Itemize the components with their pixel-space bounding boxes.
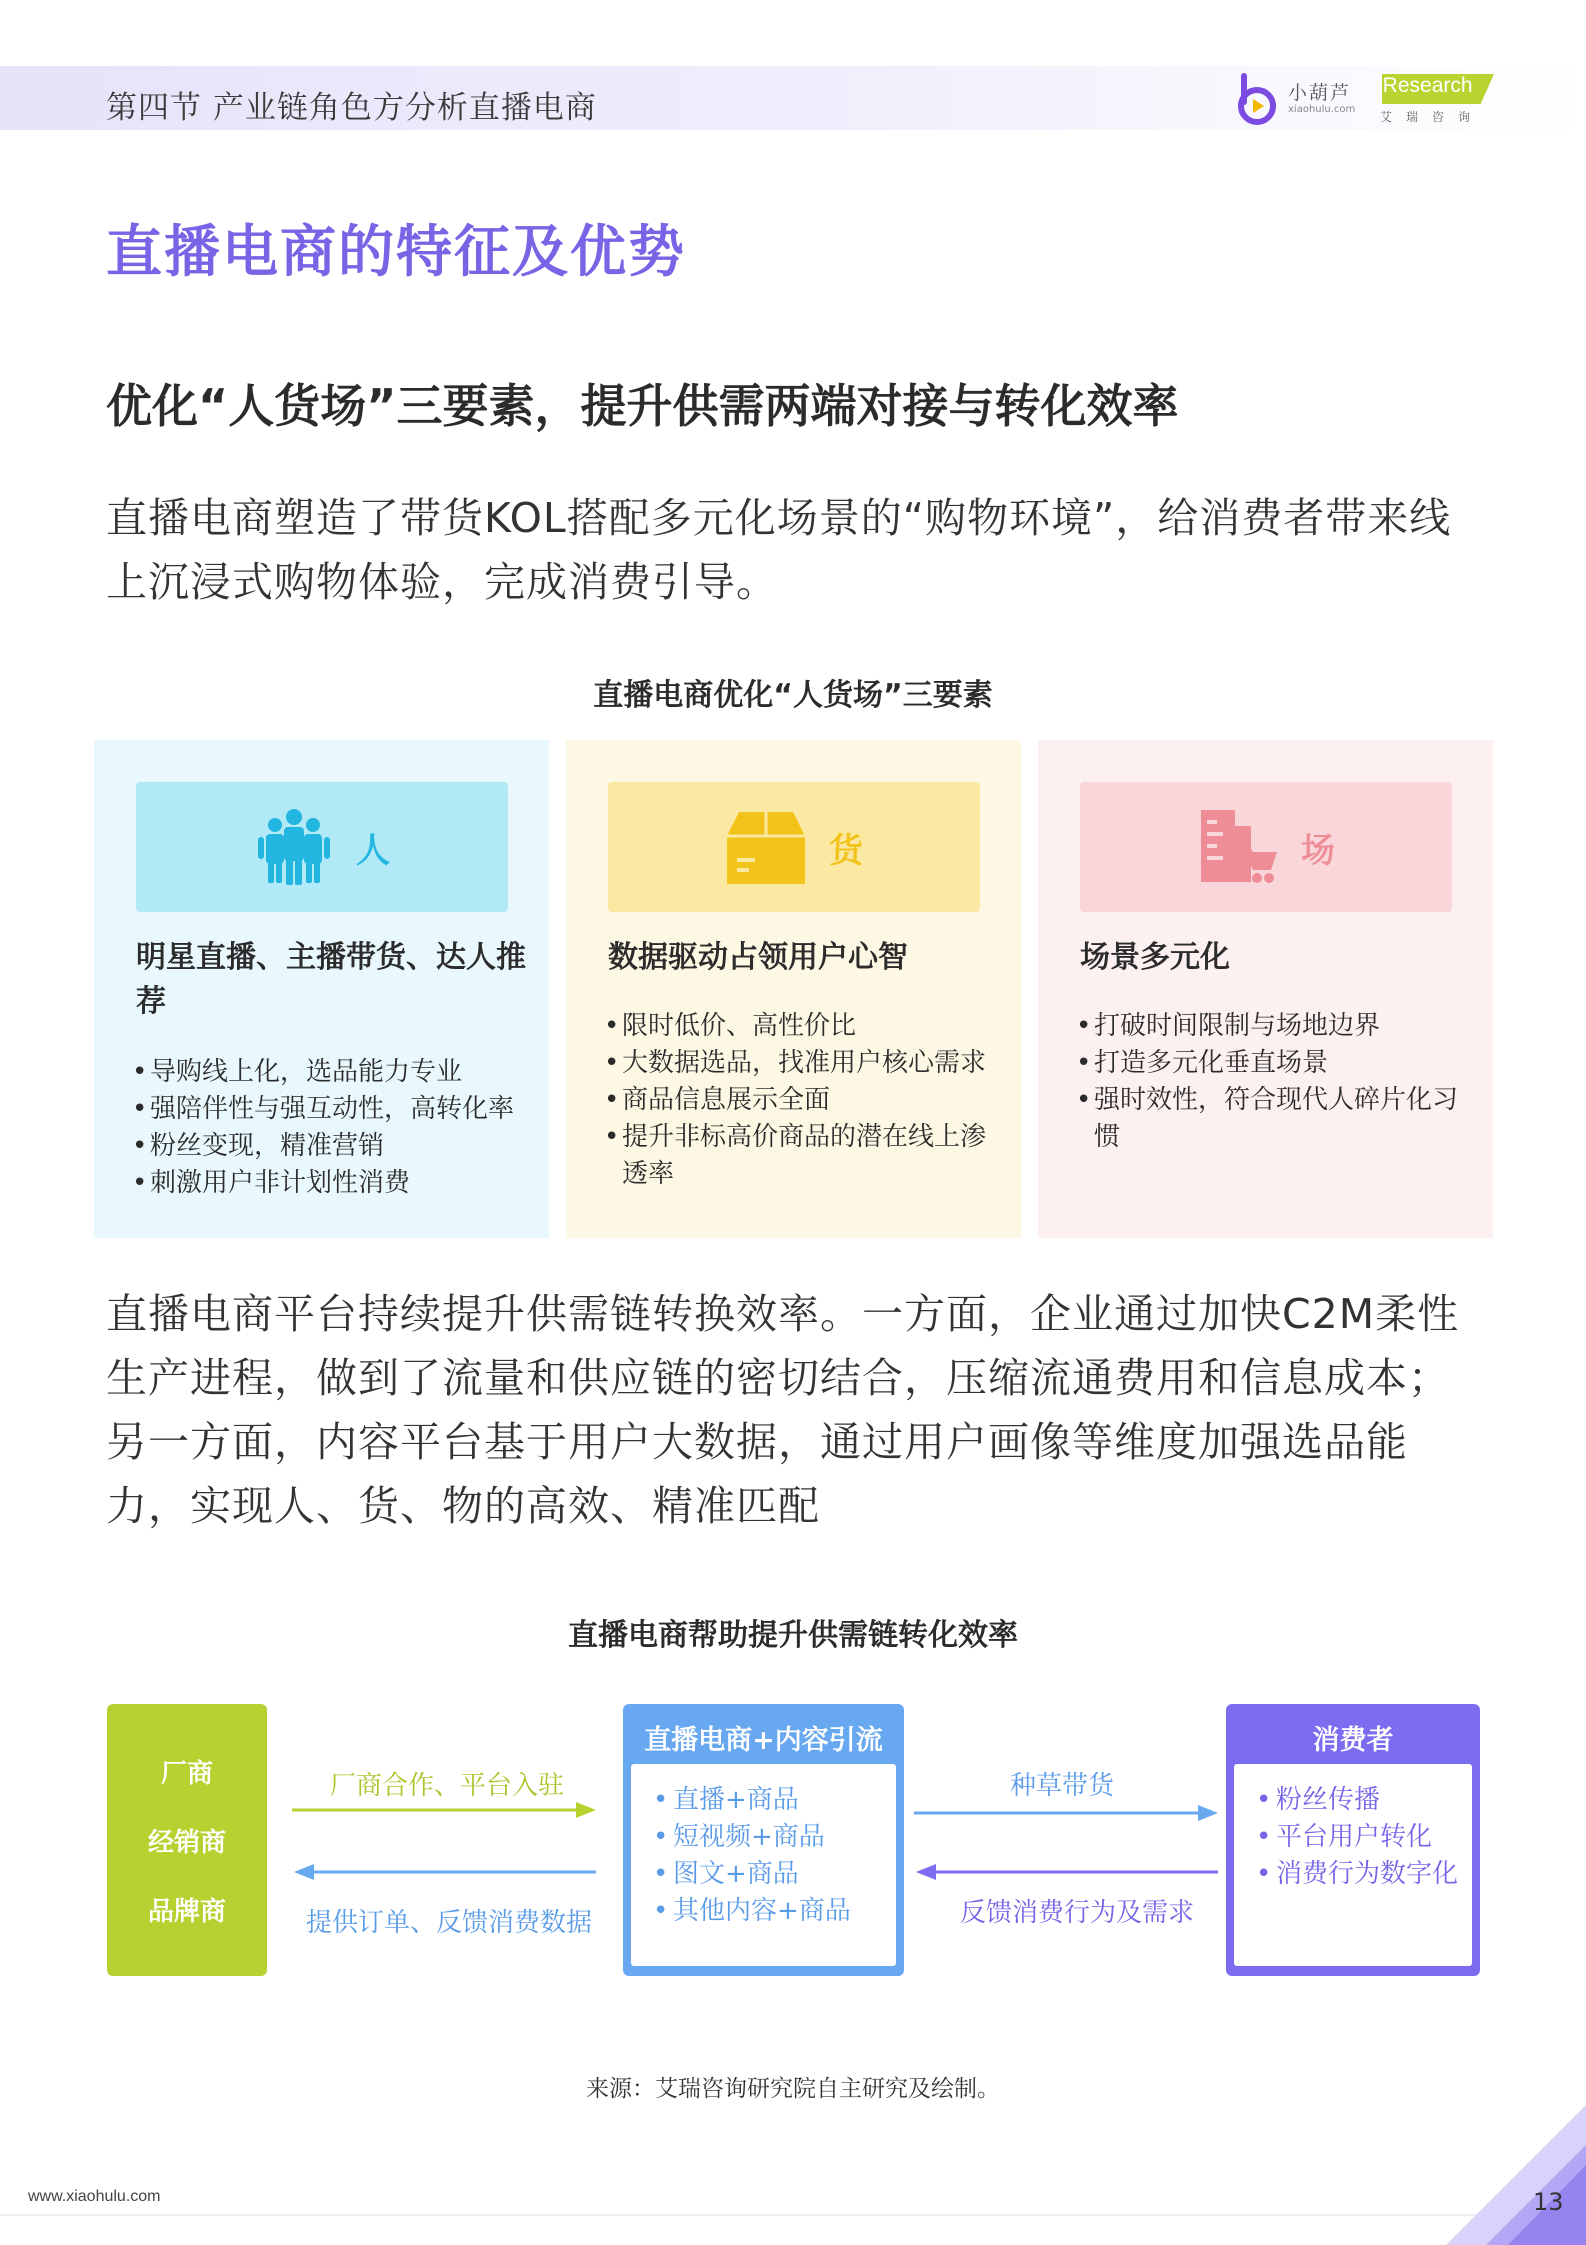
card-goods-heading: 数据驱动占领用户心智 xyxy=(608,940,908,975)
list-item: • 导购线上化，选品能力专业 xyxy=(132,1054,527,1091)
card-people xyxy=(94,740,549,1238)
consumer-box-title: 消费者 xyxy=(1312,1725,1394,1756)
arrow-right-icon xyxy=(290,1800,600,1820)
supplier-label: 品牌商 xyxy=(147,1896,226,1927)
card-goods-label: 货 xyxy=(829,830,863,871)
card-people-heading: 明星直播、主播带货、达人推荐 xyxy=(136,940,526,1019)
arrow-label-promotion: 种草带货 xyxy=(1010,1771,1115,1801)
arrow-label-feedback: 反馈消费行为及需求 xyxy=(960,1898,1195,1928)
list-item: • 粉丝传播 xyxy=(1256,1782,1472,1819)
platform-box-body xyxy=(631,1764,896,1966)
card-people-label: 人 xyxy=(356,830,390,871)
footer-divider xyxy=(0,2214,1586,2216)
box-icon xyxy=(725,806,807,888)
consumer-box xyxy=(1226,1704,1480,1976)
list-item: • 限时低价、高性价比 xyxy=(604,1008,999,1045)
arrow-left-icon xyxy=(912,1862,1222,1882)
store-cart-icon xyxy=(1197,806,1279,888)
card-people-list xyxy=(132,1054,527,1202)
card-scene-list xyxy=(1076,1008,1471,1156)
card-goods-list xyxy=(604,1008,999,1193)
page-title: 直播电商的特征及优势 xyxy=(106,220,686,285)
card-goods-banner xyxy=(608,782,980,912)
iresearch-logo xyxy=(1374,70,1496,128)
list-item: • 粉丝变现，精准营销 xyxy=(132,1128,527,1165)
efficiency-paragraph: 直播电商平台持续提升供需链转换效率。一方面，企业通过加快C2M柔性生产进程，做到了流量和供应链的密切结合，压缩流通费用和信息成本；另一方面，内容平台基于用户大数据，通过用户画像等维度加强选品能力，实现人、货、物的高效、精准匹配 xyxy=(106,1290,1460,1530)
card-people-banner xyxy=(136,782,508,912)
corner-decoration xyxy=(1426,2105,1586,2245)
platform-box-title: 直播电商+内容引流 xyxy=(644,1725,883,1756)
list-item: • 大数据选品，找准用户核心需求 xyxy=(604,1045,999,1082)
list-item: • 打造多元化垂直场景 xyxy=(1076,1045,1471,1082)
arrow-label-cooperation: 厂商合作、平台入驻 xyxy=(330,1771,565,1801)
figure1-title: 直播电商优化“人货场”三要素 xyxy=(593,678,993,713)
iresearch-logo-subtitle: 艾瑞咨询 xyxy=(1380,110,1485,124)
list-item: • 其他内容+商品 xyxy=(653,1893,896,1930)
footer-url: www.xiaohulu.com xyxy=(28,2188,161,2205)
supplier-label: 经销商 xyxy=(147,1827,226,1858)
intro-paragraph: 直播电商塑造了带货KOL搭配多元化场景的“购物环境”，给消费者带来线上沉浸式购物体验，完成消费引导。 xyxy=(106,494,1452,606)
page-number: 13 xyxy=(1533,2188,1564,2216)
list-item: • 图文+商品 xyxy=(653,1856,896,1893)
platform-box xyxy=(623,1704,904,1976)
list-item: • 刺激用户非计划性消费 xyxy=(132,1165,527,1202)
card-goods xyxy=(566,740,1021,1238)
arrow-label-orders: 提供订单、反馈消费数据 xyxy=(306,1908,593,1938)
list-item: • 直播+商品 xyxy=(653,1782,896,1819)
list-item: • 消费行为数字化 xyxy=(1256,1856,1472,1893)
xiaohulu-logo xyxy=(1234,72,1354,126)
iresearch-logo-text: iResearch xyxy=(1378,74,1473,97)
list-item: • 强时效性，符合现代人碎片化习惯 xyxy=(1076,1082,1471,1156)
list-item: • 提升非标高价商品的潜在线上渗透率 xyxy=(604,1119,999,1193)
card-scene xyxy=(1038,740,1493,1238)
arrow-right-icon xyxy=(912,1803,1222,1823)
section-label: 第四节 产业链角色方分析直播电商 xyxy=(106,90,597,126)
card-scene-heading: 场景多元化 xyxy=(1080,940,1230,975)
supplier-box xyxy=(107,1704,267,1976)
consumer-box-body xyxy=(1234,1764,1472,1966)
list-item: • 商品信息展示全面 xyxy=(604,1082,999,1119)
list-item: • 短视频+商品 xyxy=(653,1819,896,1856)
xiaohulu-logo-name: 小葫芦 xyxy=(1288,82,1352,104)
card-scene-label: 场 xyxy=(1301,830,1335,871)
list-item: • 强陪伴性与强互动性，高转化率 xyxy=(132,1091,527,1128)
people-icon xyxy=(254,807,334,887)
arrow-left-icon xyxy=(290,1862,600,1882)
list-item: • 打破时间限制与场地边界 xyxy=(1076,1008,1471,1045)
figure2-title: 直播电商帮助提升供需链转化效率 xyxy=(568,1618,1018,1653)
card-scene-banner xyxy=(1080,782,1452,912)
list-item: • 平台用户转化 xyxy=(1256,1819,1472,1856)
xiaohulu-logo-url: xiaohulu.com xyxy=(1288,104,1356,115)
section-subtitle: 优化“人货场”三要素，提升供需两端对接与转化效率 xyxy=(106,379,1179,433)
gourd-icon xyxy=(1234,72,1280,126)
source-note: 来源：艾瑞咨询研究院自主研究及绘制。 xyxy=(586,2076,1000,2102)
supplier-label: 厂商 xyxy=(160,1758,213,1789)
